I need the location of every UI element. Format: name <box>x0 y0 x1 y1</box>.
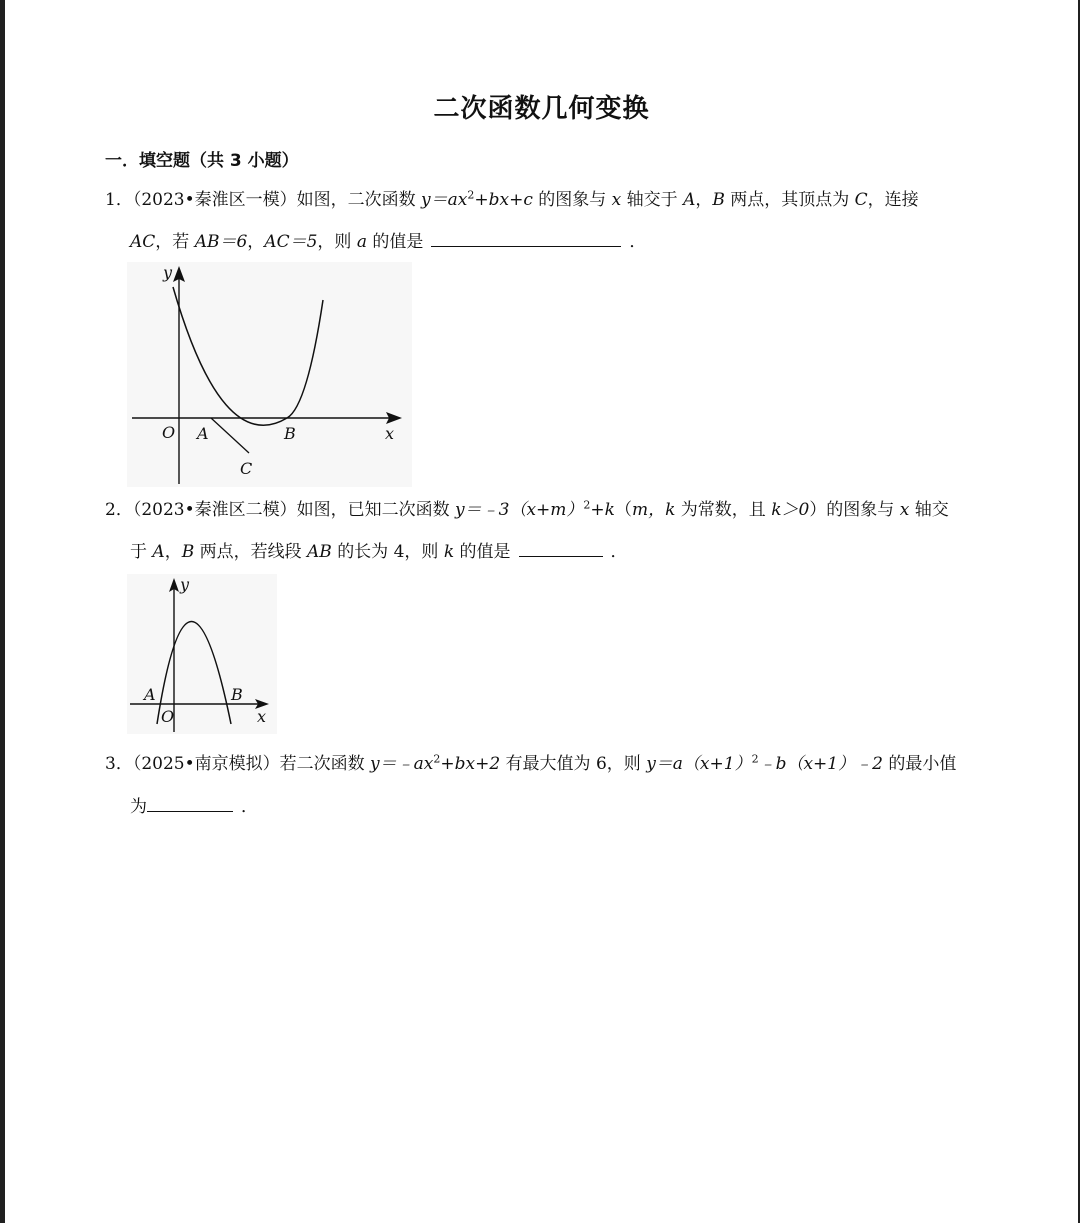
question-2-line-1: 2．（2023•秦淮区二模）如图，已知二次函数 $y=﹣3(x+m)^2+k(m$，k 为常数，且 k＞0）的图象与 x 轴交 <box>105 498 949 520</box>
answer-blank-1[interactable] <box>431 244 621 247</box>
page-title: 二次函数几何变换 <box>433 94 650 124</box>
figure-2-b-label: B <box>231 685 243 704</box>
answer-blank-3[interactable] <box>147 809 233 812</box>
answer-blank-2[interactable] <box>519 554 603 557</box>
question-1-line-2: AC，若 AB＝6，AC＝5，则 a 的值是 ． <box>130 232 647 252</box>
figure-2-origin-label: O <box>161 707 175 726</box>
question-1-line-1: 1．（2023•秦淮区一模）如图，二次函数 $y=ax^2+bx+c$ 的图象与 x 轴交于 A，B 两点，其顶点为 C，连接 <box>105 188 919 210</box>
figure-1 <box>127 262 412 487</box>
question-2-line-2: 于 A，B 两点，若线段 AB 的长为 4，则 k 的值是 ． <box>130 542 628 562</box>
figure-2 <box>127 574 277 734</box>
figure-1-y-label: y <box>163 263 173 282</box>
figure-1-b-label: B <box>284 424 296 443</box>
figure-1-c-label: C <box>240 459 253 478</box>
question-3-line-1: 3．（2025•南京模拟）若二次函数 $y=﹣ax^2+bx+2$ 有最大值为 6，则 $y=a(x+1)^2﹣b(x+1)﹣2$ 的最小值 <box>105 752 957 774</box>
figure-1-x-label: x <box>385 424 395 443</box>
figure-1-a-label: A <box>197 424 209 443</box>
section-heading: 一．填空题（共 3 小题） <box>105 151 299 171</box>
figure-2-a-label: A <box>144 685 156 704</box>
figure-1-origin-label: O <box>162 423 176 442</box>
figure-2-x-label: x <box>257 707 267 726</box>
document-page <box>5 0 1078 1223</box>
figure-2-y-label: y <box>180 575 190 594</box>
question-3-line-2: 为 ． <box>130 797 258 817</box>
